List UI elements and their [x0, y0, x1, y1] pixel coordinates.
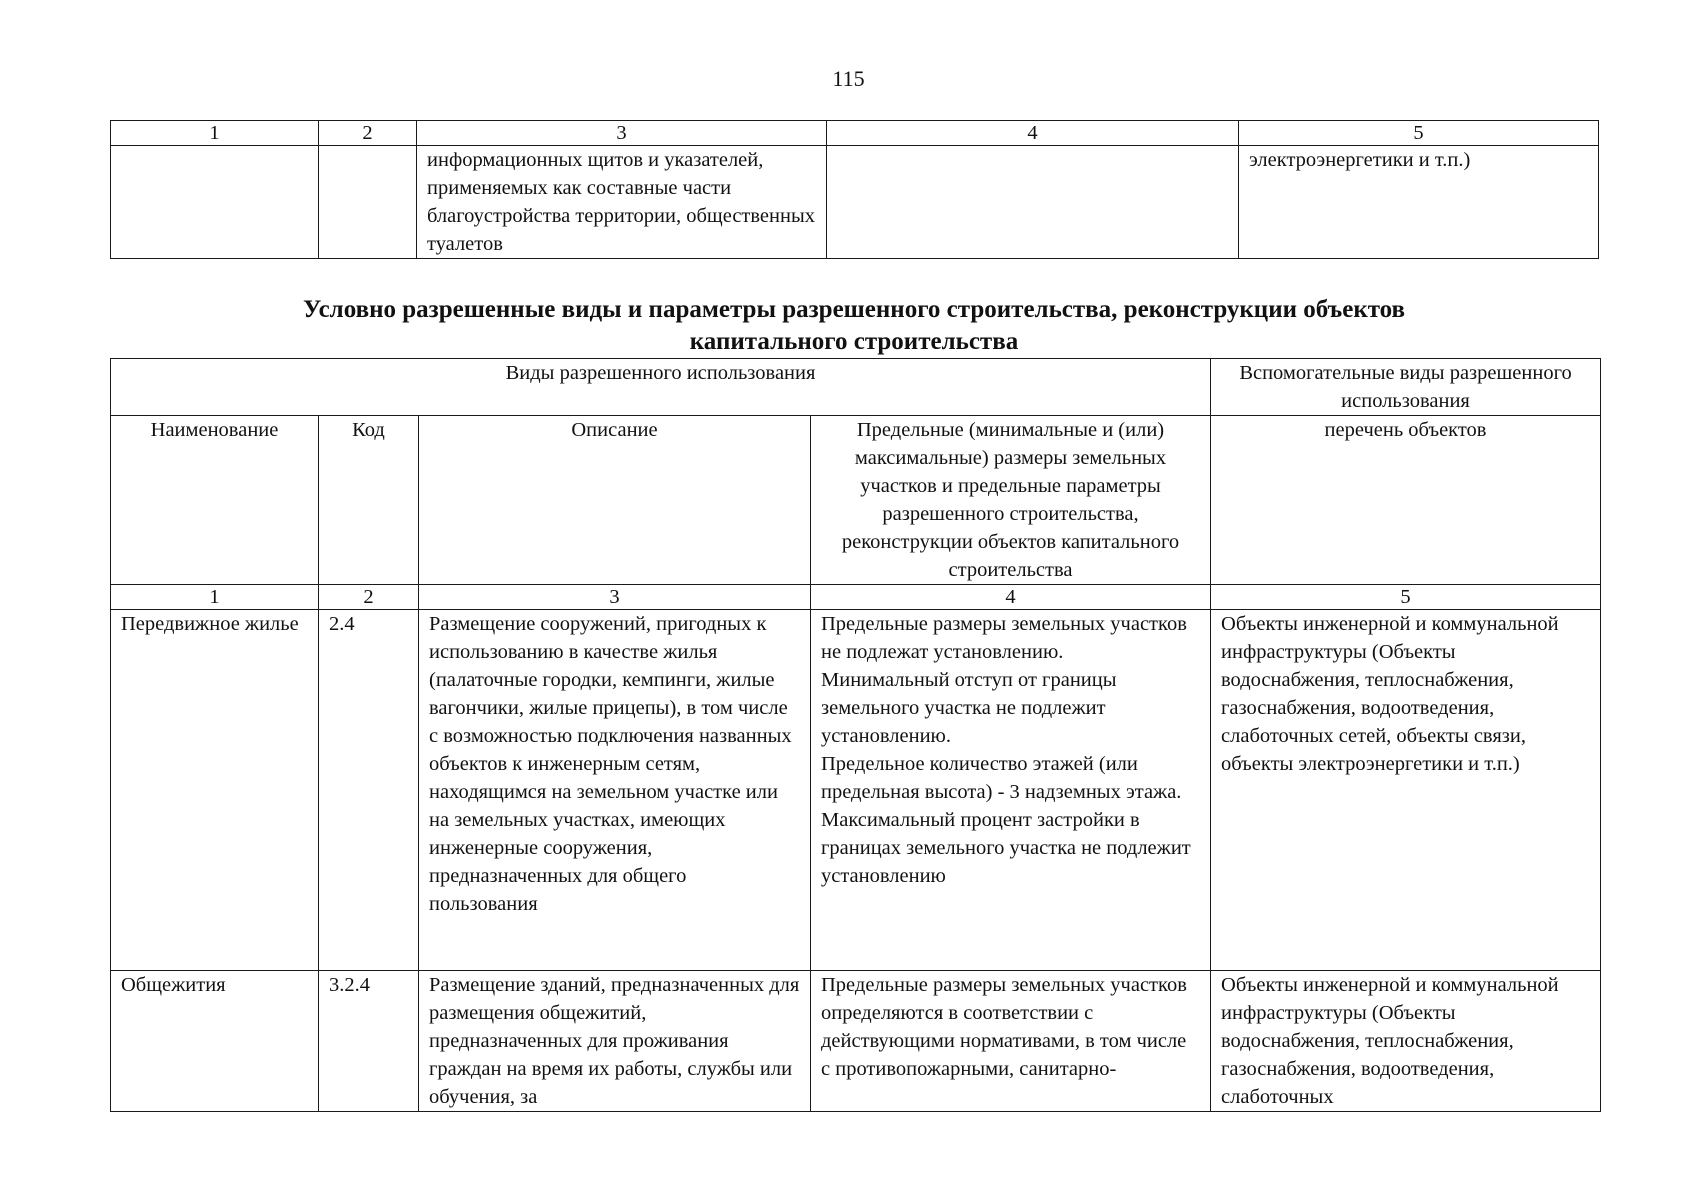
column-number-row	[111, 585, 1601, 610]
column-header-objects-list: перечень объектов	[1211, 416, 1601, 585]
column-header-name: Наименование	[111, 416, 319, 585]
code-cell: 2.4	[319, 610, 419, 971]
parameters-cell	[811, 610, 1211, 971]
table-row	[111, 610, 1601, 971]
column-number: 1	[111, 585, 319, 610]
description-cell: информационных щитов и указателей, применяемых как составные части благоустройства территории, общественных туалетов	[417, 146, 827, 259]
name-cell: Общежития	[111, 971, 319, 1112]
column-number: 3	[417, 121, 827, 146]
column-number-row	[111, 121, 1599, 146]
group-header-auxiliary-uses: Вспомогательные виды разрешенного использования	[1211, 359, 1601, 416]
parameter-line: Предельные размеры земельных участков не подлежат установлению.	[821, 613, 1187, 663]
section-title	[110, 294, 1598, 358]
description-cell: Размещение сооружений, пригодных к использованию в качестве жилья (палаточные городки, кемпинги, жилые вагончики, жилые прицепы), в том числе с возможностью подключения названных объектов к инженерным сетям, находящимся на земельном участке или на земельных участках, имеющих инженерные сооружения, предназначенных для общего пользования	[419, 610, 811, 971]
name-cell	[111, 146, 319, 259]
column-number: 3	[419, 585, 811, 610]
continuation-table	[110, 120, 1599, 259]
column-header-description: Описание	[419, 416, 811, 585]
parameters-cell	[827, 146, 1239, 259]
parameter-line: Максимальный процент застройки в границах земельного участка не подлежит установлению	[821, 809, 1191, 887]
auxiliary-cell: электроэнергетики и т.п.)	[1239, 146, 1599, 259]
column-number: 2	[319, 585, 419, 610]
code-cell: 3.2.4	[319, 971, 419, 1112]
column-number: 1	[111, 121, 319, 146]
section-title-line: капитального строительства	[689, 328, 1019, 355]
page-number: 115	[832, 66, 865, 91]
column-number: 5	[1211, 585, 1601, 610]
column-number: 2	[319, 121, 417, 146]
name-cell: Передвижное жилье	[111, 610, 319, 971]
auxiliary-cell: Объекты инженерной и коммунальной инфраструктуры (Объекты водоснабжения, теплоснабжения, газоснабжения, водоотведения, слаботочных	[1211, 971, 1601, 1112]
section-title-line: Условно разрешенные виды и параметры разрешенного строительства, реконструкции объектов	[302, 296, 1406, 323]
column-header-code: Код	[319, 416, 419, 585]
column-header-parameters: Предельные (минимальные и (или) максимальные) размеры земельных участков и предельные параметры разрешенного строительства, реконструкции объектов капитального строительства	[811, 416, 1211, 585]
code-cell	[319, 146, 417, 259]
parameter-line: Предельные размеры земельных участков определяются в соответствии с действующими нормативами, в том числе с противопожарными, санитарно-	[821, 974, 1187, 1080]
parameter-line: Минимальный отступ от границы земельного участка не подлежит установлению.	[821, 669, 1117, 747]
description-cell: Размещение зданий, предназначенных для размещения общежитий, предназначенных для проживания граждан на время их работы, службы или обучения, за	[419, 971, 811, 1112]
column-number: 4	[811, 585, 1211, 610]
auxiliary-cell: Объекты инженерной и коммунальной инфраструктуры (Объекты водоснабжения, теплоснабжения, газоснабжения, водоотведения, слаботочных сетей, объекты связи, объекты электроэнергетики и т.п.)	[1211, 610, 1601, 971]
group-header-permitted-uses: Виды разрешенного использования	[111, 359, 1211, 416]
group-header-row	[111, 359, 1601, 416]
table-row	[111, 146, 1599, 259]
parameters-cell	[811, 971, 1211, 1112]
column-header-row	[111, 416, 1601, 585]
parameter-line: Предельное количество этажей (или предельная высота) - 3 надземных этажа.	[821, 753, 1182, 803]
permitted-uses-table	[110, 358, 1601, 1112]
table-row	[111, 971, 1601, 1112]
column-number: 4	[827, 121, 1239, 146]
column-number: 5	[1239, 121, 1599, 146]
